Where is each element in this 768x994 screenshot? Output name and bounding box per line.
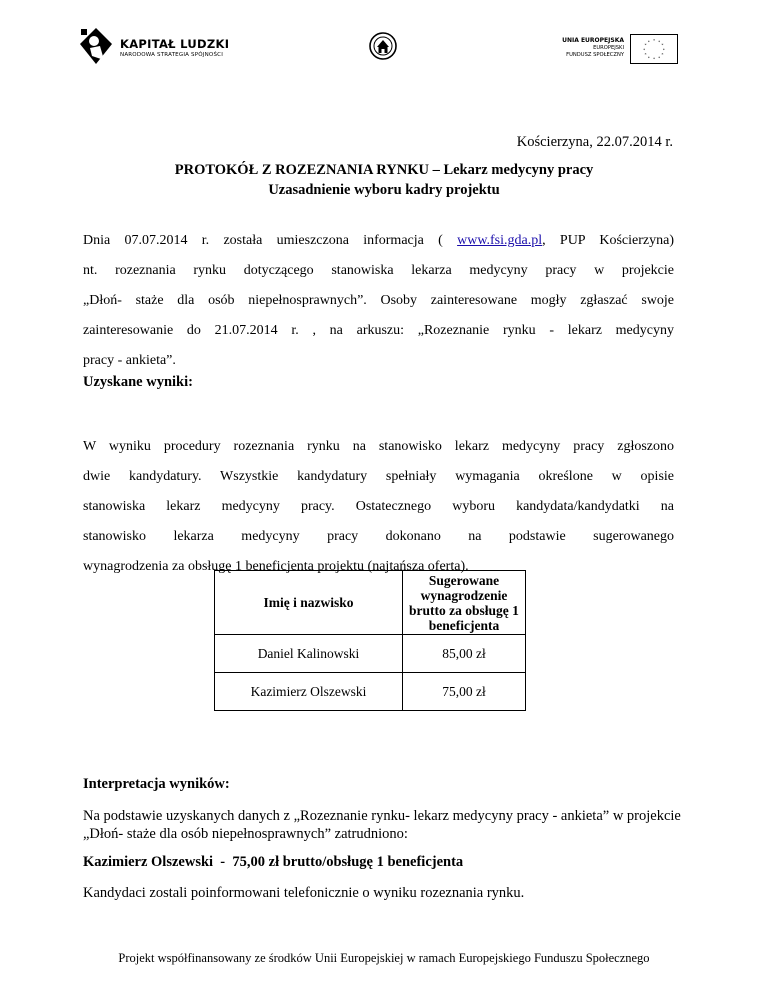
results-line-4: stanowisko lekarza medycyny pracy dokonano na podstawie sugerowanego — [83, 529, 674, 544]
fsi-link[interactable]: www.fsi.gda.pl — [457, 233, 543, 248]
intro-line-3: „Dłoń- staże dla osób niepełnosprawnych”. Osoby zainteresowane mogły zgłaszać swoje — [83, 293, 674, 308]
intro-line-1-a: Dnia 07.07.2014 r. została umieszczona informacja ( — [83, 233, 443, 248]
svg-text:*: * — [644, 43, 647, 48]
svg-text:*: * — [658, 55, 661, 60]
results-line-1: W wyniku procedury rozeznania rynku na stanowisko lekarz medycyny pracy zgłoszono — [83, 439, 674, 454]
institution-emblem-icon — [368, 30, 398, 62]
results-paragraph — [83, 432, 674, 582]
table-header-row — [215, 571, 526, 635]
table-header-name: Imię i nazwisko — [215, 571, 403, 635]
kapital-ludzki-title: KAPITAŁ LUDZKI — [120, 37, 230, 51]
results-heading: Uzyskane wyniki: — [83, 374, 193, 390]
eu-logo — [562, 34, 684, 64]
svg-text:*: * — [661, 43, 664, 48]
svg-text:*: * — [653, 38, 655, 43]
eu-logo-line3: FUNDUSZ SPOŁECZNY — [566, 52, 624, 58]
results-table — [214, 570, 526, 711]
notification-text: Kandydaci zostali poinformowani telefonicznie o wyniku rozeznania rynku. — [83, 885, 525, 901]
place-and-date: Kościerzyna, 22.07.2014 r. — [516, 134, 673, 150]
table-cell-name: Kazimierz Olszewski — [215, 673, 403, 711]
intro-line-1 — [83, 226, 674, 256]
intro-line-5: pracy - ankieta”. — [83, 353, 176, 368]
document-title: PROTOKÓŁ Z ROZEZNANIA RYNKU – Lekarz medycyny pracy — [174, 162, 594, 178]
institution-emblem — [368, 30, 398, 62]
svg-text:*: * — [647, 39, 650, 44]
interpretation-text: Na podstawie uzyskanych danych z „Rozeznanie rynku- lekarz medycyny pracy - ankieta” w projekcie „Dłoń- staże dla osób niepełnosprawnych” zatrudniono: — [83, 808, 681, 842]
svg-text:*: * — [647, 55, 650, 60]
table-cell-name: Daniel Kalinowski — [215, 635, 403, 673]
table-cell-salary: 85,00 zł — [403, 635, 526, 673]
svg-text:*: * — [644, 52, 647, 57]
table-cell-salary: 75,00 zł — [403, 673, 526, 711]
svg-text:*: * — [658, 39, 661, 44]
kapital-ludzki-logo — [78, 26, 238, 66]
footer-text: Projekt współfinansowany ze środków Unii Europejskiej w ramach Europejskiego Funduszu Społecznego — [118, 951, 650, 965]
table-row — [215, 635, 526, 673]
results-line-5: wynagrodzenia za obsługę 1 beneficjenta projektu (najtańsza oferta). — [83, 559, 469, 574]
kapital-ludzki-subtitle: NARODOWA STRATEGIA SPÓJNOŚCI — [120, 52, 224, 58]
document-subtitle: Uzasadnienie wyboru kadry projektu — [268, 182, 500, 198]
table-header-salary: Sugerowane wynagrodzenie brutto za obsługę 1 beneficjenta — [403, 571, 526, 635]
interpretation-heading: Interpretacja wyników: — [83, 776, 230, 792]
eu-logo-line1: UNIA EUROPEJSKA — [562, 37, 624, 44]
svg-text:*: * — [643, 47, 646, 52]
results-line-3: stanowiska lekarz medycyny pracy. Ostatecznego wyboru kandydata/kandydatki na — [83, 499, 674, 514]
kapital-ludzki-mark-icon — [78, 26, 114, 66]
eu-flag-icon — [630, 34, 678, 64]
svg-text:*: * — [653, 57, 655, 62]
eu-logo-line2: EUROPEJSKI — [593, 45, 624, 51]
svg-text:*: * — [661, 52, 664, 57]
svg-text:*: * — [662, 47, 665, 52]
intro-line-1-b: , PUP Kościerzyna) — [542, 233, 674, 248]
intro-line-2: nt. rozeznania rynku dotyczącego stanowiska lekarza medycyny pracy w projekcie — [83, 263, 674, 278]
table-row — [215, 673, 526, 711]
intro-line-4: zainteresowanie do 21.07.2014 r. , na arkuszu: „Rozeznanie rynku - lekarz medycyny — [83, 323, 674, 338]
results-line-2: dwie kandydatury. Wszystkie kandydatury spełniały wymagania określone w opisie — [83, 469, 674, 484]
selected-candidate: Kazimierz Olszewski - 75,00 zł brutto/obsługę 1 beneficjenta — [83, 854, 464, 870]
intro-paragraph — [83, 226, 674, 376]
